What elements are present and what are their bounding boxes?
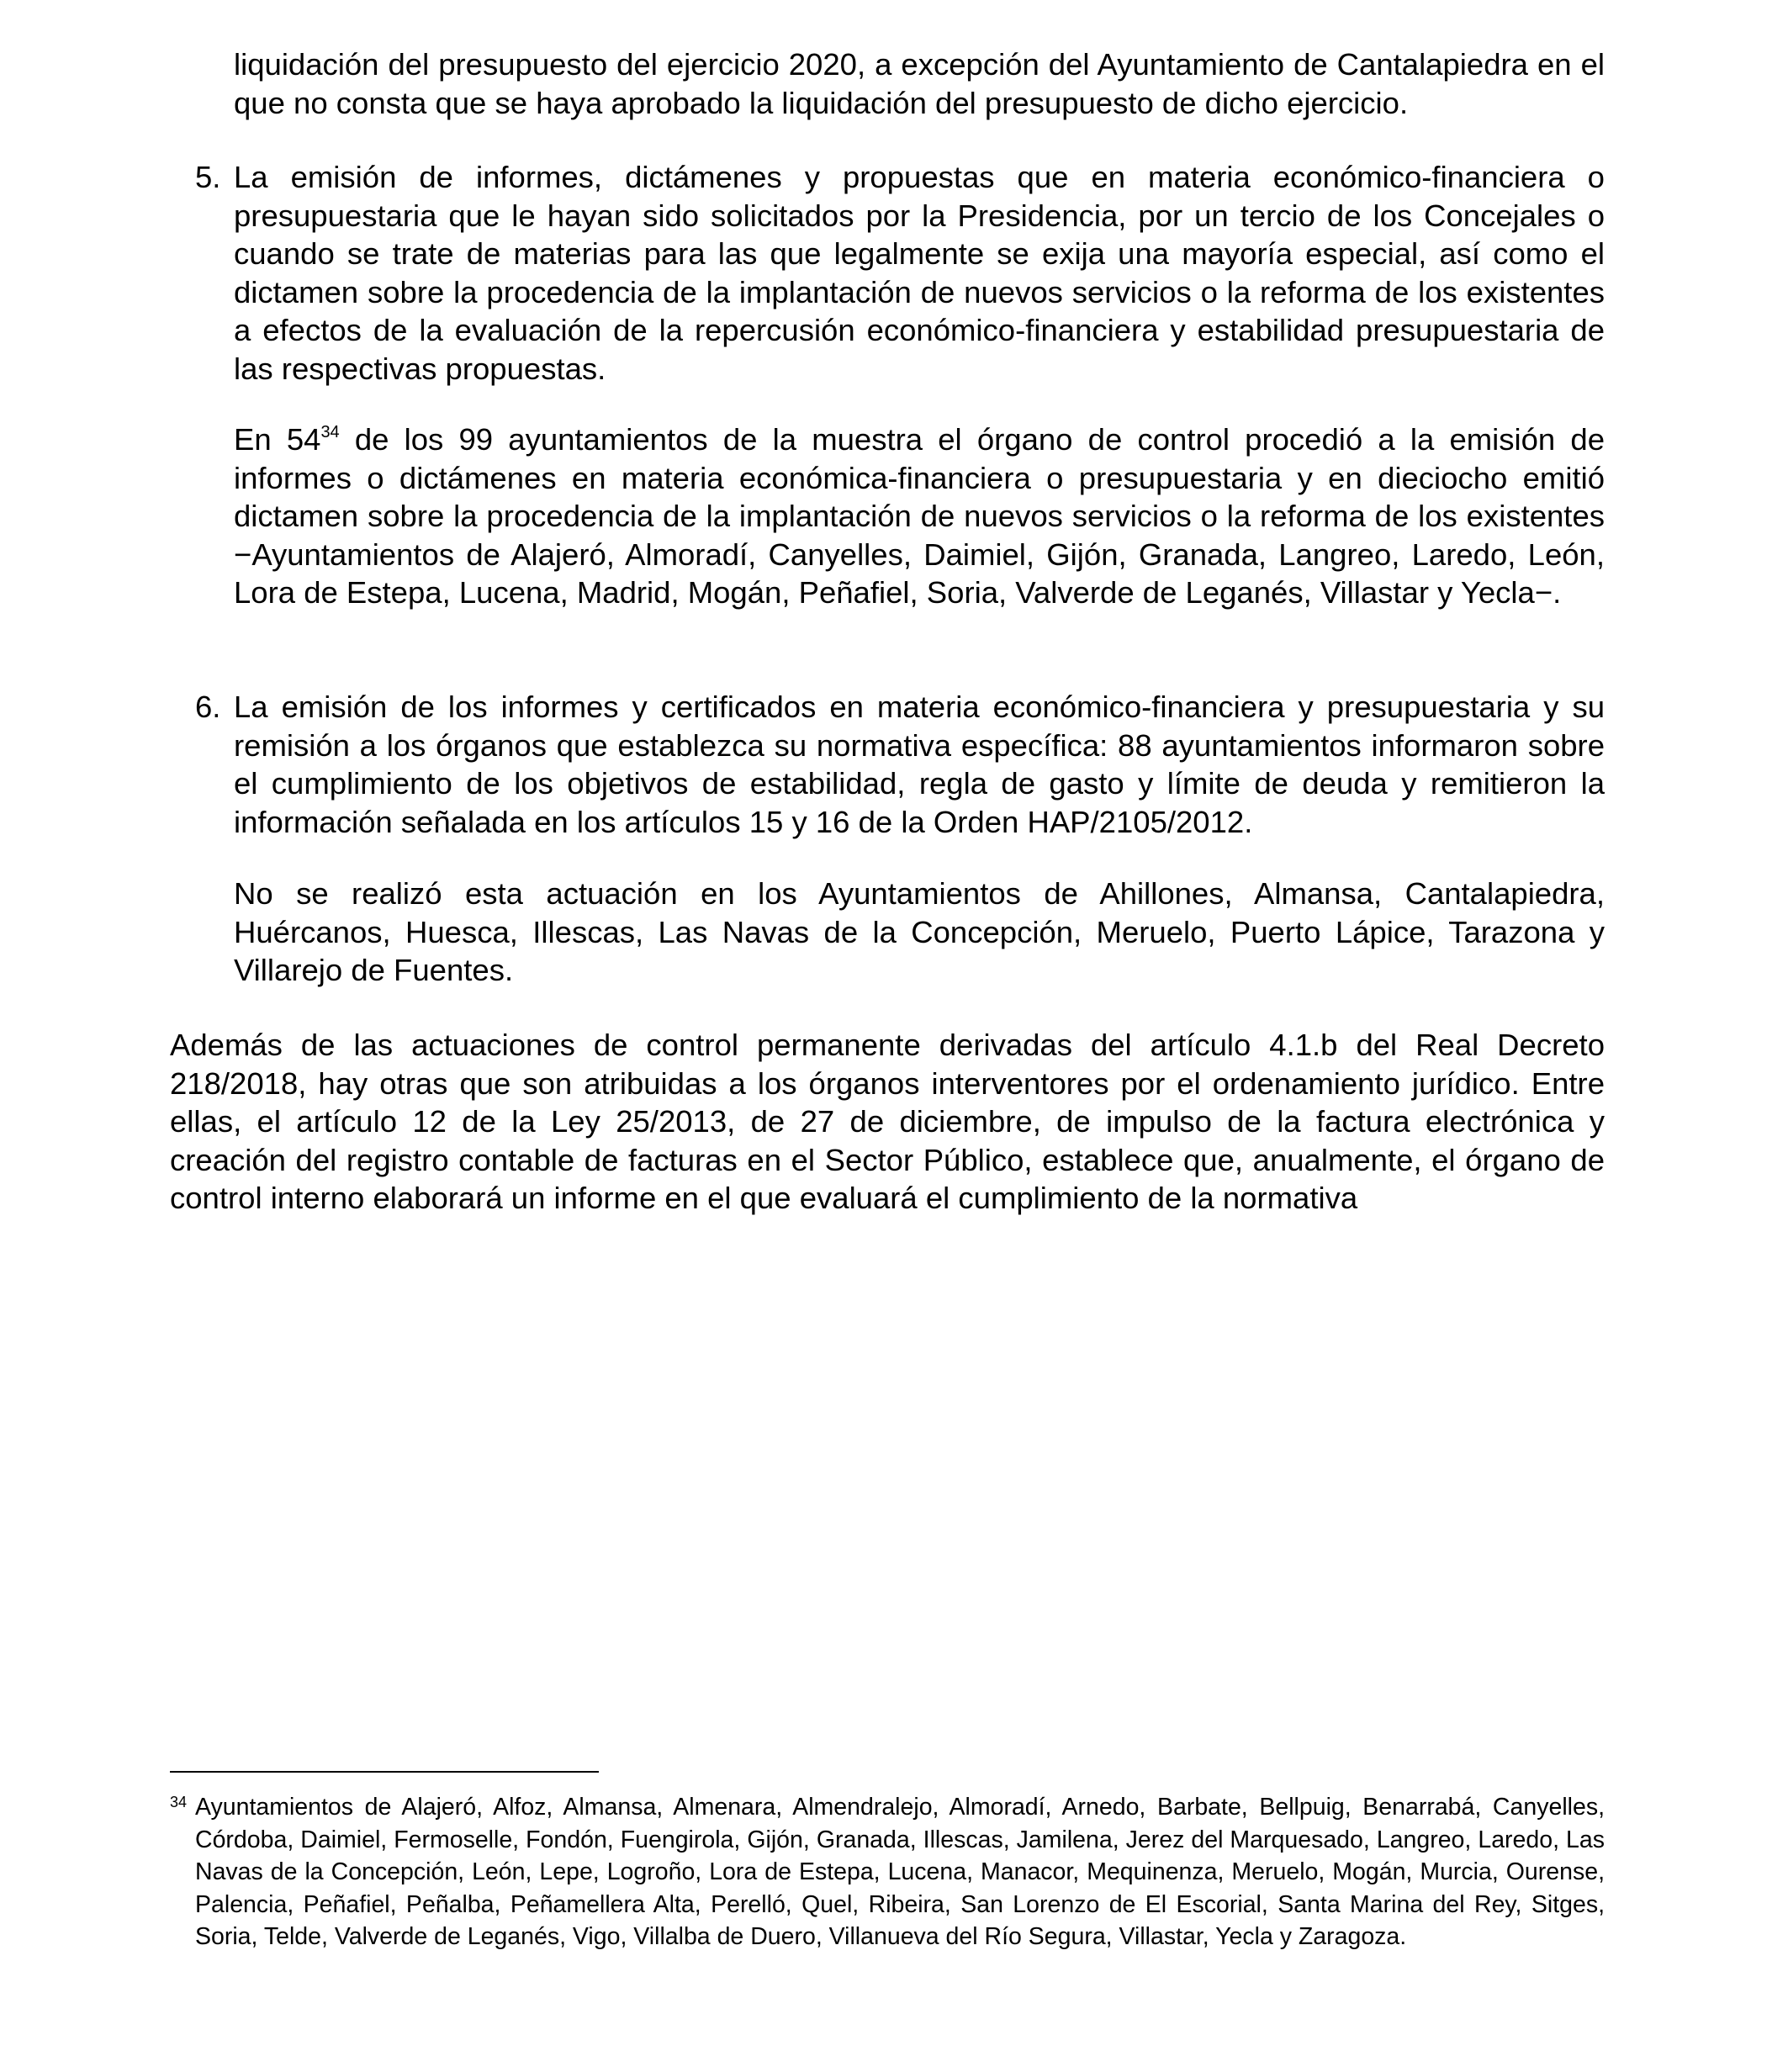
- paragraph-continuation: liquidación del presupuesto del ejercicio 2020, a excepción del Ayuntamiento de Cantalapiedra en el que no consta que se haya aprobado la liquidación del presupuesto de dicho ejercicio.: [234, 47, 1605, 120]
- list-number-6: 6.: [195, 690, 221, 724]
- footnote-mark: 34: [170, 1794, 188, 1810]
- list-item-6-detail: No se realizó esta actuación en los Ayuntamientos de Ahillones, Almansa, Cantalapiedra, Huércanos, Huesca, Illescas, Las Navas de la Concepción, Meruelo, Puerto Lápice, Tarazona y Villarejo de Fuentes.: [234, 876, 1605, 988]
- footnote-34: [170, 1791, 1605, 1953]
- list-item-6-text: La emisión de los informes y certificados en materia económico-financiera y presupuestaria y su remisión a los órganos que establezca su normativa específica: 88 ayuntamientos informaron sobre el cumplimiento de los objetivos de estabilidad, regla de gasto y límite de deuda y remitieron la información señalada en los artículos 15 y 16 de la Orden HAP/2105/2012.: [234, 690, 1605, 839]
- detail-rest: de los 99 ayuntamientos de la muestra el órgano de control procedió a la emisión de informes o dictámenes en materia económica-financiera o presupuestaria y en dieciocho emitió dictamen sobre la procedencia de la implantación de nuevos servicios o la reforma de los existentes −Ayuntamientos de Alajeró, Almoradí, Canyelles, Daimiel, Gijón, Granada, Langreo, Laredo, León, Lora de Estepa, Lucena, Madrid, Mogán, Peñafiel, Soria, Valverde de Leganés, Villastar y Yecla−.: [234, 422, 1605, 610]
- detail-lead: En 54: [234, 422, 321, 457]
- footnote-text: Ayuntamientos de Alajeró, Alfoz, Almansa, Almenara, Almendralejo, Almoradí, Arnedo, Barbate, Bellpuig, Benarrabá, Canyelles, Córdoba, Daimiel, Fermoselle, Fondón, Fuengirola, Gijón, Granada, Illescas, Jamilena, Jerez del Marquesado, Langreo, Laredo, Las Navas de la Concepción, León, Lepe, Logroño, Lora de Estepa, Lucena, Manacor, Mequinenza, Meruelo, Mogán, Murcia, Ourense, Palencia, Peñafiel, Peñalba, Peñamellera Alta, Perelló, Quel, Ribeira, San Lorenzo de El Escorial, Santa Marina del Rey, Sitges, Soria, Telde, Valverde de Leganés, Vigo, Villalba de Duero, Villanueva del Río Segura, Villastar, Yecla y Zaragoza.: [195, 1794, 1605, 1951]
- closing-paragraph: Además de las actuaciones de control permanente derivadas del artículo 4.1.b del Real Decreto 218/2018, hay otras que son atribuidas a los órganos interventores por el ordenamiento jurídico. Entre ellas, el artículo 12 de la Ley 25/2013, de 27 de diciembre, de impulso de la factura electrónica y creación del registro contable de facturas en el Sector Público, establece que, anualmente, el órgano de control interno elaborará un informe en el que evaluará el cumplimiento de la normativa: [170, 1028, 1605, 1216]
- list-number-5: 5.: [195, 160, 221, 194]
- footnote-separator: [170, 1771, 599, 1773]
- footnote-reference: 34: [320, 422, 340, 441]
- list-item-5-detail: [234, 420, 1605, 612]
- list-item-5-text: La emisión de informes, dictámenes y propuestas que en materia económico-financiera o presupuestaria que le hayan sido solicitados por la Presidencia, por un tercio de los Concejales o cuando se trate de materias para las que legalmente se exija una mayoría especial, así como el dictamen sobre la procedencia de la implantación de nuevos servicios o la reforma de los existentes a efectos de la evaluación de la repercusión económico-financiera y estabilidad presupuestaria de las respectivas propuestas.: [234, 160, 1605, 386]
